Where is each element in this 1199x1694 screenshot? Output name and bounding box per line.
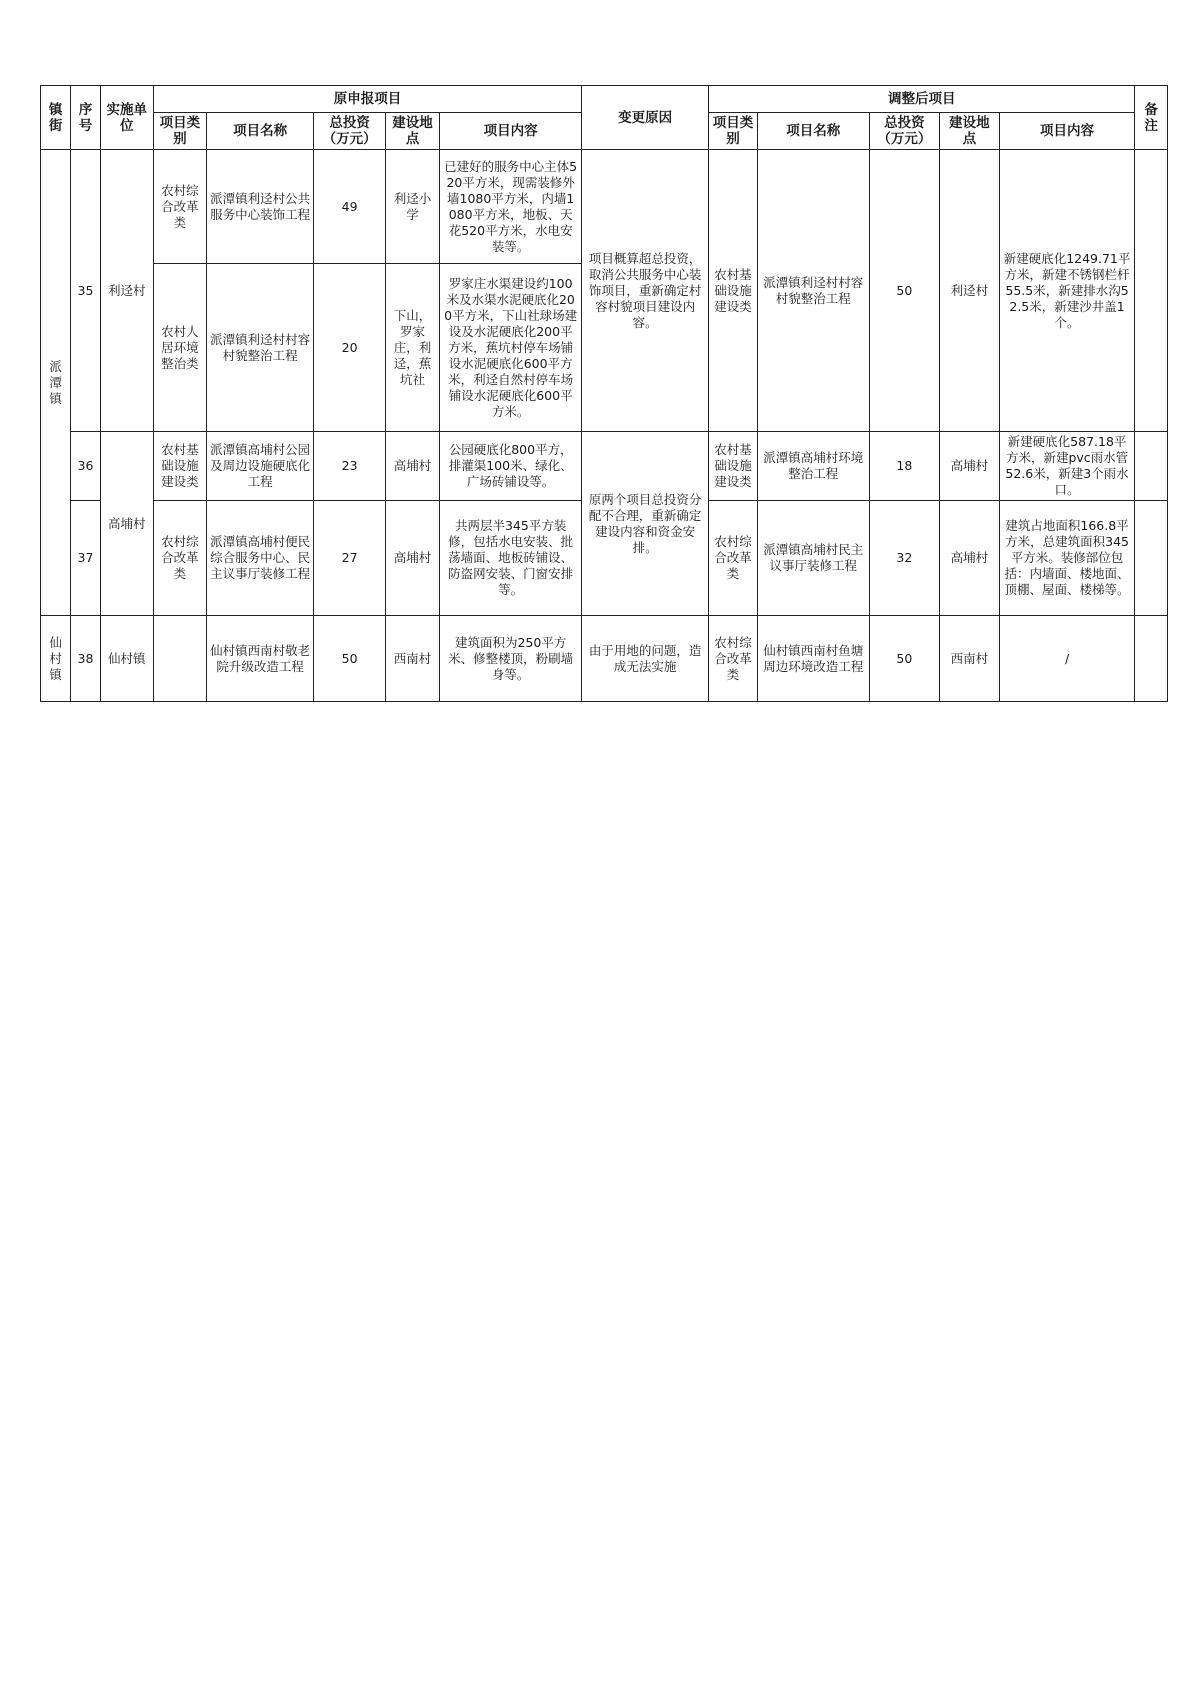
adj-content-cell: 建筑占地面积166.8平方米，总建筑面积345平方米。装修部位包括：内墙面、楼地面、顶棚、屋面、楼梯等。: [999, 501, 1135, 616]
adj-location-cell: 利迳村: [940, 150, 1000, 432]
adj-category-cell: 农村基础设施建设类: [709, 150, 758, 432]
orig-content-cell: 罗家庄水渠建设约100米及水渠水泥硬底化200平方米，下山社球场建设及水泥硬底化200平方米，蕉坑村停车场铺设水泥硬底化600平方米，利迳自然村停车场铺设水泥硬底化600平方米。: [440, 264, 582, 432]
adj-name-cell: 派潭镇高埔村民主议事厅装修工程: [757, 501, 869, 616]
orig-name-cell: 派潭镇利迳村公共服务中心装饰工程: [206, 150, 313, 264]
table-row-35a: [41, 150, 1168, 264]
adj-content-cell: 新建硬底化1249.71平方米，新建不锈钢栏杆55.5米，新建排水沟52.5米，新建沙井盖1个。: [999, 150, 1135, 432]
header-orig-investment: 总投资（万元）: [314, 113, 386, 150]
orig-content-cell: 建筑面积为250平方米、修整楼顶，粉刷墙身等。: [440, 616, 582, 702]
header-town: 镇街: [41, 86, 71, 150]
orig-name-cell: 派潭镇高埔村便民综合服务中心、民主议事厅装修工程: [206, 501, 313, 616]
remark-cell: [1135, 432, 1168, 501]
remark-cell: [1135, 616, 1168, 702]
orig-location-cell: 高埔村: [385, 501, 439, 616]
header-orig-category: 项目类别: [153, 113, 206, 150]
orig-category-cell: 农村人居环境整治类: [153, 264, 206, 432]
orig-location-cell: 西南村: [385, 616, 439, 702]
reason-cell: 由于用地的问题，造成无法实施: [582, 616, 709, 702]
remark-cell: [1135, 150, 1168, 432]
orig-name-cell: 仙村镇西南村敬老院升级改造工程: [206, 616, 313, 702]
adj-investment-cell: 50: [869, 616, 939, 702]
town-cell: 仙村镇: [41, 616, 71, 702]
header-adj-investment: 总投资（万元）: [869, 113, 939, 150]
header-row-1: [41, 86, 1168, 113]
orig-category-cell: 农村综合改革类: [153, 501, 206, 616]
adj-name-cell: 派潭镇利迳村村容村貌整治工程: [757, 150, 869, 432]
seq-cell: 38: [71, 616, 100, 702]
adj-content-cell: 新建硬底化587.18平方米，新建pvc雨水管52.6米，新建3个雨水口。: [999, 432, 1135, 501]
orig-content-cell: 已建好的服务中心主体520平方米，现需装修外墙1080平方米，内墙1080平方米，地板、天花520平方米，水电安装等。: [440, 150, 582, 264]
table-row-38: [41, 616, 1168, 702]
header-orig-location: 建设地点: [385, 113, 439, 150]
reason-cell: 原两个项目总投资分配不合理，重新确定建设内容和资金安排。: [582, 432, 709, 616]
orig-name-cell: 派潭镇利迳村村容村貌整治工程: [206, 264, 313, 432]
orig-location-cell: 高埔村: [385, 432, 439, 501]
orig-investment-cell: 23: [314, 432, 386, 501]
header-orig-name: 项目名称: [206, 113, 313, 150]
header-adjusted-group: 调整后项目: [709, 86, 1135, 113]
orig-category-cell: [153, 616, 206, 702]
orig-category-cell: 农村基础设施建设类: [153, 432, 206, 501]
adj-category-cell: 农村基础设施建设类: [709, 432, 758, 501]
header-remark: 备注: [1135, 86, 1168, 150]
header-adj-name: 项目名称: [757, 113, 869, 150]
seq-cell: 36: [71, 432, 100, 501]
header-unit: 实施单位: [100, 86, 153, 150]
adj-investment-cell: 50: [869, 150, 939, 432]
remark-cell: [1135, 501, 1168, 616]
adj-investment-cell: 32: [869, 501, 939, 616]
orig-location-cell: 利迳小学: [385, 150, 439, 264]
header-adj-location: 建设地点: [940, 113, 1000, 150]
reason-cell: 项目概算超总投资，取消公共服务中心装饰项目，重新确定村容村貌项目建设内容。: [582, 150, 709, 432]
orig-location-cell: 下山，罗家庄，利迳，蕉坑社: [385, 264, 439, 432]
seq-cell: 35: [71, 150, 100, 432]
seq-cell: 37: [71, 501, 100, 616]
unit-cell: 利迳村: [100, 150, 153, 432]
adj-content-cell: /: [999, 616, 1135, 702]
adj-category-cell: 农村综合改革类: [709, 501, 758, 616]
adj-name-cell: 仙村镇西南村鱼塘周边环境改造工程: [757, 616, 869, 702]
unit-cell: 高埔村: [100, 432, 153, 616]
header-orig-content: 项目内容: [440, 113, 582, 150]
orig-content-cell: 公园硬底化800平方，排灌渠100米、绿化、广场砖铺设等。: [440, 432, 582, 501]
orig-investment-cell: 27: [314, 501, 386, 616]
table-row-36: [41, 432, 1168, 501]
project-adjustment-table: [40, 85, 1168, 702]
header-original-group: 原申报项目: [153, 86, 581, 113]
orig-category-cell: 农村综合改革类: [153, 150, 206, 264]
orig-investment-cell: 49: [314, 150, 386, 264]
adj-location-cell: 高埔村: [940, 501, 1000, 616]
adj-location-cell: 西南村: [940, 616, 1000, 702]
adj-category-cell: 农村综合改革类: [709, 616, 758, 702]
orig-content-cell: 共两层半345平方装修，包括水电安装、批荡墙面、地板砖铺设、防盗网安装、门窗安排等。: [440, 501, 582, 616]
header-adj-content: 项目内容: [999, 113, 1135, 150]
adj-location-cell: 高埔村: [940, 432, 1000, 501]
orig-name-cell: 派潭镇高埔村公园及周边设施硬底化工程: [206, 432, 313, 501]
header-seq: 序号: [71, 86, 100, 150]
header-adj-category: 项目类别: [709, 113, 758, 150]
adj-name-cell: 派潭镇高埔村环境整治工程: [757, 432, 869, 501]
adj-investment-cell: 18: [869, 432, 939, 501]
orig-investment-cell: 20: [314, 264, 386, 432]
header-reason: 变更原因: [582, 86, 709, 150]
town-cell: 派潭镇: [41, 150, 71, 616]
unit-cell: 仙村镇: [100, 616, 153, 702]
orig-investment-cell: 50: [314, 616, 386, 702]
